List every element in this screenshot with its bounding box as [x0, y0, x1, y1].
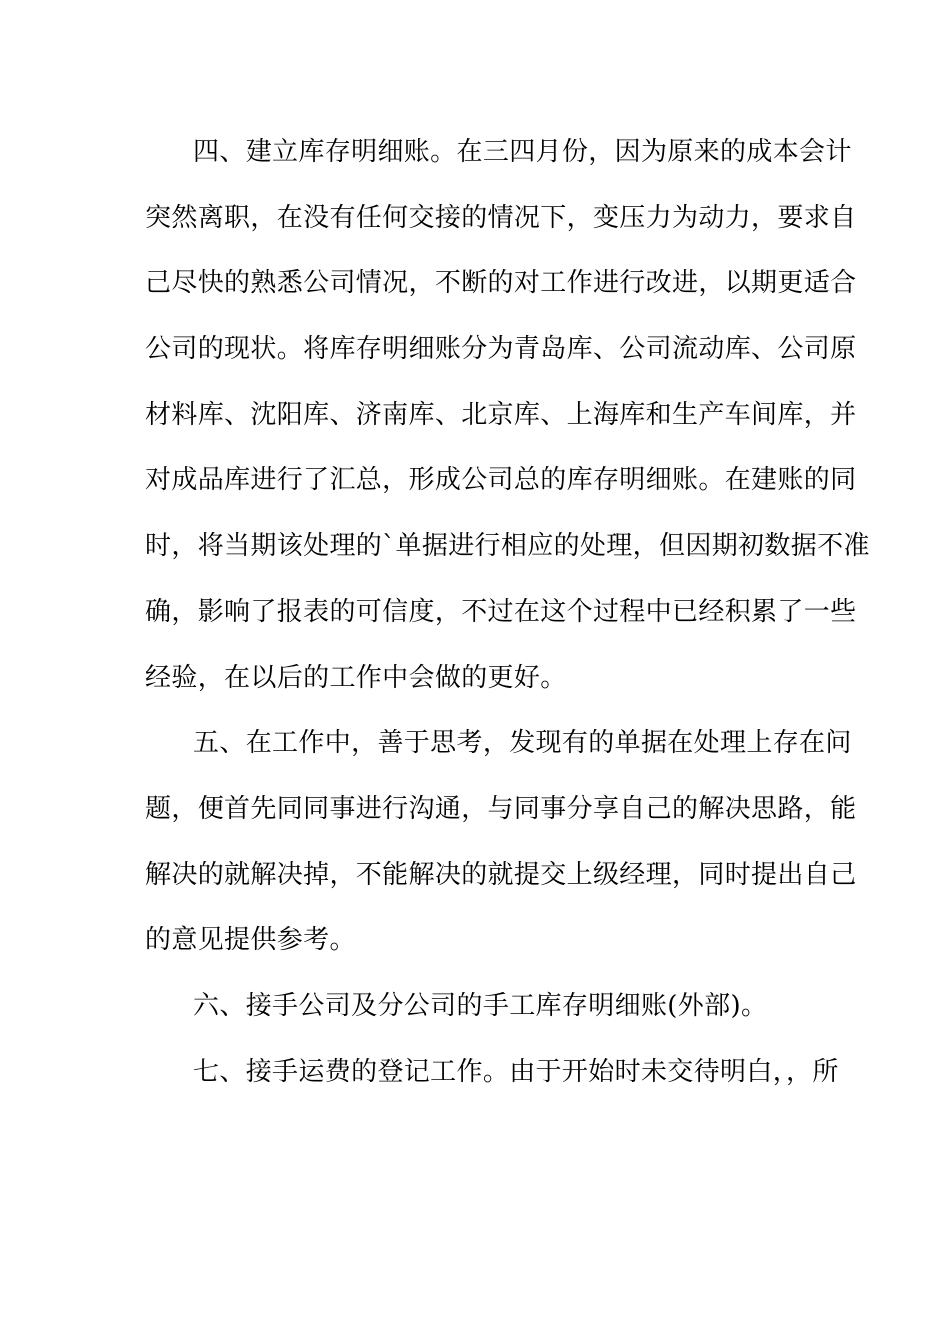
paragraph-6-line-1: 六、接手公司及分公司的手工库存明细账(外部)。 — [193, 990, 768, 1021]
paragraph-5-line-1: 五、在工作中，善于思考，发现有的单据在处理上存在问 — [193, 728, 852, 759]
paragraph-4-line-1: 四、建立库存明细账。在三四月份，因为原来的成本会计 — [193, 137, 852, 167]
paragraph-4-line-7: 时，将当期该处理的`单据进行相应的处理，但因期初数据不准 — [145, 531, 870, 562]
document-body — [145, 126, 870, 1111]
paragraph-4-line-5: 材料库、沈阳库、济南库、北京库、上海库和生产车间库，并 — [145, 399, 857, 430]
paragraph-5-line-3: 解决的就解决掉，不能解决的就提交上级经理，同时提出自己 — [145, 859, 857, 890]
paragraph-5-line-2: 题，便首先同同事进行沟通，与同事分享自己的解决思路，能 — [145, 793, 857, 824]
paragraph-5-line-4: 的意见提供参考。 — [145, 925, 356, 956]
paragraph-4-line-8: 确，影响了报表的可信度，不过在这个过程中已经积累了一些 — [145, 596, 857, 627]
paragraph-7-line-1: 七、接手运费的登记工作。由于开始时未交待明白，，所 — [193, 1056, 839, 1087]
paragraph-4-line-4: 公司的现状。将库存明细账分为青岛库、公司流动库、公司原 — [145, 334, 857, 365]
paragraph-4-line-9: 经验，在以后的工作中会做的更好。 — [145, 662, 567, 693]
paragraph-4-line-3: 己尽快的熟悉公司情况，不断的对工作进行改进，以期更适合 — [145, 268, 857, 299]
paragraph-4-line-2: 突然离职，在没有任何交接的情况下，变压力为动力，要求自 — [145, 202, 857, 233]
paragraph-4-line-6: 对成品库进行了汇总，形成公司总的库存明细账。在建账的同 — [145, 465, 857, 496]
